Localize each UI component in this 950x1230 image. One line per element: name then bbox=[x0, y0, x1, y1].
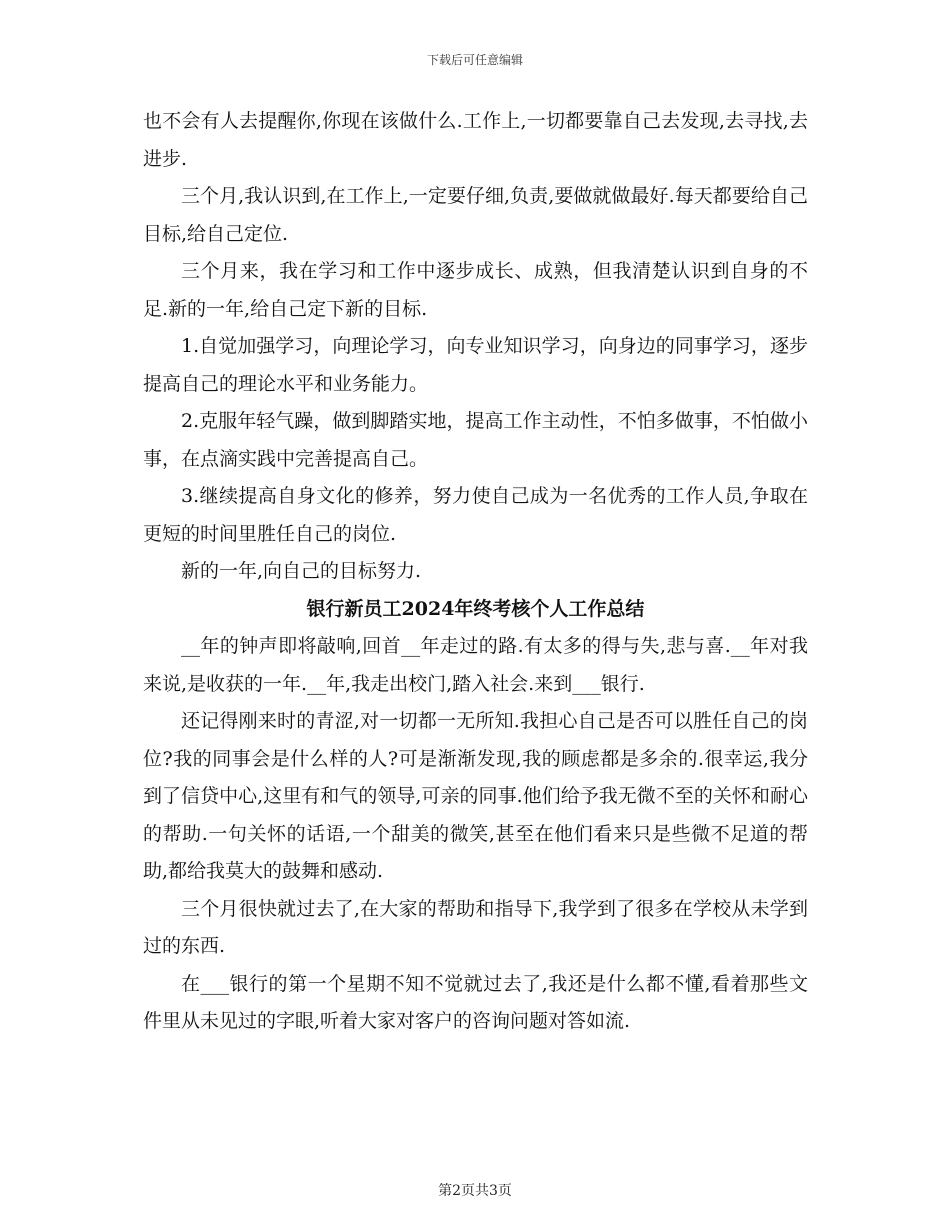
list-item: 2.克服年轻气躁，做到脚踏实地，提高工作主动性，不怕多做事，不怕做小事，在点滴实践中完善提高自己。 bbox=[143, 410, 808, 470]
page-number: 第2页共3页 bbox=[438, 1183, 512, 1199]
paragraph: 也不会有人去提醒你,你现在该做什么.工作上,一切都要靠自己去发现,去寻找,去进步. bbox=[143, 110, 808, 170]
list-item: 3.继续提高自身文化的修养，努力使自己成为一名优秀的工作人员,争取在更短的时间里胜任自己的岗位. bbox=[143, 485, 808, 545]
paragraph: 三个月很快就过去了,在大家的帮助和指导下,我学到了很多在学校从未学到过的东西. bbox=[143, 897, 808, 957]
paragraph: 三个月,我认识到,在工作上,一定要仔细,负责,要做就做最好.每天都要给自己目标,给自己定位. bbox=[143, 185, 808, 245]
list-item: 1.自觉加强学习，向理论学习，向专业知识学习，向身边的同事学习，逐步提高自己的理论水平和业务能力。 bbox=[143, 335, 808, 395]
paragraph: 还记得刚来时的青涩,对一切都一无所知.我担心自己是否可以胜任自己的岗位?我的同事会是什么样的人?可是渐渐发现,我的顾虑都是多余的.很幸运,我分到了信贷中心,这里有和气的领导,可亲的同事.他们给予我无微不至的关怀和耐心的帮助.一句关怀的话语,一个甜美的微笑,甚至在他们看来只是些微不足道的帮助,都给我莫大的鼓舞和感动. bbox=[143, 710, 808, 882]
paragraph: 新的一年,向自己的目标努力. bbox=[181, 560, 422, 582]
paragraph: 在___银行的第一个星期不知不觉就过去了,我还是什么都不懂,看着那些文件里从未见过的字眼,听着大家对客户的咨询问题对答如流. bbox=[143, 972, 808, 1032]
document-body bbox=[143, 103, 808, 1041]
page-header: 下载后可任意编辑 bbox=[426, 53, 523, 67]
paragraph: __年的钟声即将敲响,回首__年走过的路.有太多的得与失,悲与喜.__年对我来说,是收获的一年.__年,我走出校门,踏入社会.来到___银行. bbox=[143, 635, 808, 695]
paragraph: 三个月来，我在学习和工作中逐步成长、成熟，但我清楚认识到自身的不足.新的一年,给自己定下新的目标. bbox=[143, 260, 808, 320]
section-title: 银行新员工2024年终考核个人工作总结 bbox=[306, 597, 645, 620]
